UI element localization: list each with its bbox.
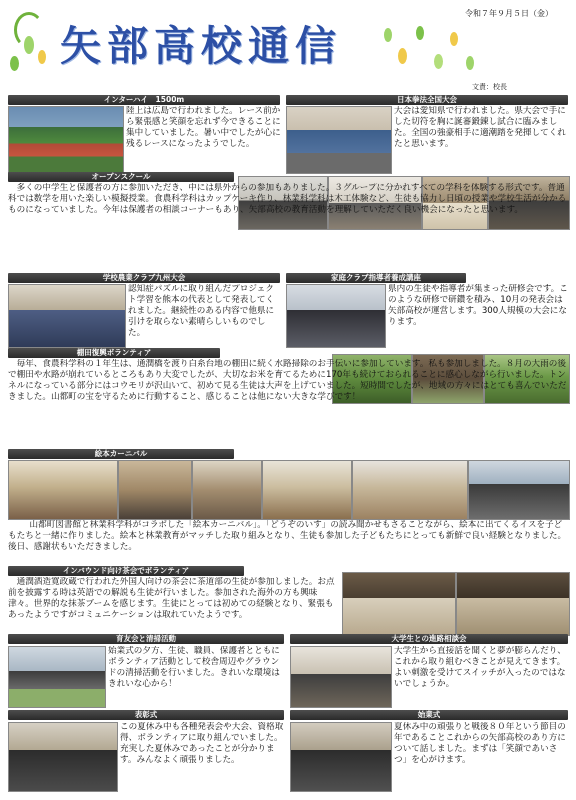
ehon-photo-1 [8,460,118,520]
section-text-inbound: 通潤酒造寛政蔵で行われた外国人向けの茶会に茶道部の生徒が参加しました。お点前を披露する時は英語での解説も生徒が行いました。参加された海外の方も興味津々。世界的な抹茶ブームを感じます。生徒にとっては初めての経験となり、緊張もあったようですがコミュニケーションは取れていたようです。 [8,577,335,620]
section-text-tanada [8,359,570,449]
ehon-photo-5 [352,460,468,520]
section-text-kenshu: 県内の生徒や指導者が集まった研修会です。このような研修で研鑽を積み、10月の発表会は矢部高校が運営します。300人規模の大会になります。 [388,284,568,327]
section-text-shingaku: 大学生から直接話を聞くと夢が膨らんだり、これから取り組むべきことが見えてきます。よい刺激を受けてスイッチが入ったのではないでしょうか。 [394,646,566,689]
ehon-photo-3 [192,460,262,520]
vine-decoration-right [380,18,480,88]
vine-decoration-left [4,6,64,86]
header [0,0,576,94]
tanada-text-body: 毎年、食農科学科の１年生は、通潤橋を渡り白糸台地の棚田に続く水路掃除のお手伝いに参加しています。私も参加しました。８月の大雨の後で棚田や水路が崩れているところもあり大変でしたが、大切なお米を育てるために170年も続けておられることに感心しながら行いました。トンネルになっている部分にはコウモリが沢山いて、初めて見る生徒は大声を上げていました。短時間でしたが、地域の方々にはとても喜んでいただきました。山都町の宝を守るために行動すること、感じることは他にない大きな学びです！ [8,359,567,402]
newsletter-title: 矢部高校通信 [60,22,342,70]
section-heading-inbound: インバウンド向け茶会でボランティア [8,566,244,576]
ehon-photo-4 [262,460,352,520]
inbound-photo-1 [342,572,456,636]
section-heading-opencampus: オープンスクール [8,172,234,182]
ikusei-photo [8,646,106,708]
kyushu-stage-photo [8,284,126,348]
section-text-hyosho: この夏休み中も各種発表会や大会、資格取得、ボランティアに取り組んでいました。充実した夏休みであったことが分かります。みんなよく頑張りました。 [120,722,284,765]
shingaku-photo [290,646,392,708]
section-heading-kenshu: 家庭クラブ指導者養成講座 [286,273,466,283]
ehon-photo-2 [118,460,192,520]
section-text-ikusei: 始業式の夕方、生徒、職員、保護者とともにボランティア活動として校舎周辺やグラウンドの清掃活動を行いました。きれいな環境はきれいな心から！ [108,646,280,689]
section-heading-kempo: 日本拳法全国大会 [286,95,568,105]
section-heading-tanada: 棚田復興ボランティア [8,348,220,358]
interhigh-track-photo [8,106,124,174]
ehon-photo-6 [468,460,570,520]
inbound-photo-2 [456,572,570,636]
section-text-kyushu: 認知症パズルに取り組んだプロジェクト学習を熊本の代表として発表してくれました。継続性のある内容で他県に引けを取らない素晴らしいものでした。 [128,284,275,338]
section-heading-hyosho: 表彰式 [8,710,284,720]
section-heading-kyushu: 学校農業クラブ九州大会 [8,273,280,283]
author-credit: 文責：校長 [472,83,507,91]
opencampus-text-body: 多くの中学生と保護者の方に参加いただき、中には県外からの参加もありました。３グループに分かれすべての学科を体験する形式です。普通科では数学を用いた楽しい模擬授業。食農科学科はカップケーキ作り、林業科学科は木工体験など、生徒も協力し日頃の授業や学校生活が分かるものになっていました。今年は保護者の相談コーナーもあり、矢部高校の教育活動を理解していただく良い機会になったと思います。 [8,183,567,215]
section-heading-ikusei: 育友会と清掃活動 [8,634,284,644]
kempo-match-photo [286,106,392,174]
section-heading-shingaku: 大学生との進路相談会 [290,634,568,644]
section-text-kempo: 大会は愛知県で行われました。県大会で手にした切符を胸に誕審鍛錬し試合に臨みました。全国の強豪相手に適潮踏を発揮してくれたと思います。 [394,106,566,149]
section-text-interhigh: 陸上は広島で行われました。レース前から緊張感と笑顔を忘れず今できることに集中していました。暑い中でしたが心に残るレースになったようでした。 [126,106,281,149]
section-heading-interhigh: インターハイ 1500m [8,95,280,105]
section-text-ehon: 山都町図書館と林業科学科がコラボした「絵本カーニバル」。「どうぞのいす」の読み聞かせもさることながら、絵本に出てくるイスを子どもたちと一緒に作りました。絵本と林業教育がマッチした取り組みとなり、生徒も参加した子どもたちにとっても新鮮で良い経験となりました。後日、感謝状もいただきました。 [8,520,567,552]
section-heading-ehon: 絵本カーニバル [8,449,234,459]
section-heading-shigyo: 始業式 [290,710,568,720]
shigyo-photo [290,722,392,792]
kenshu-photo [286,284,386,348]
hyosho-photo [8,722,118,792]
issue-date: 令和７年９月５日（金） [465,9,553,18]
section-text-shigyo: 夏休み中の頑張りと戦後８０年という節目の年であることこれからの矢部高校のあり方について話しました。まずは「笑顔であいさつ」を心がけます。 [394,722,566,765]
section-text-opencampus [8,183,570,269]
